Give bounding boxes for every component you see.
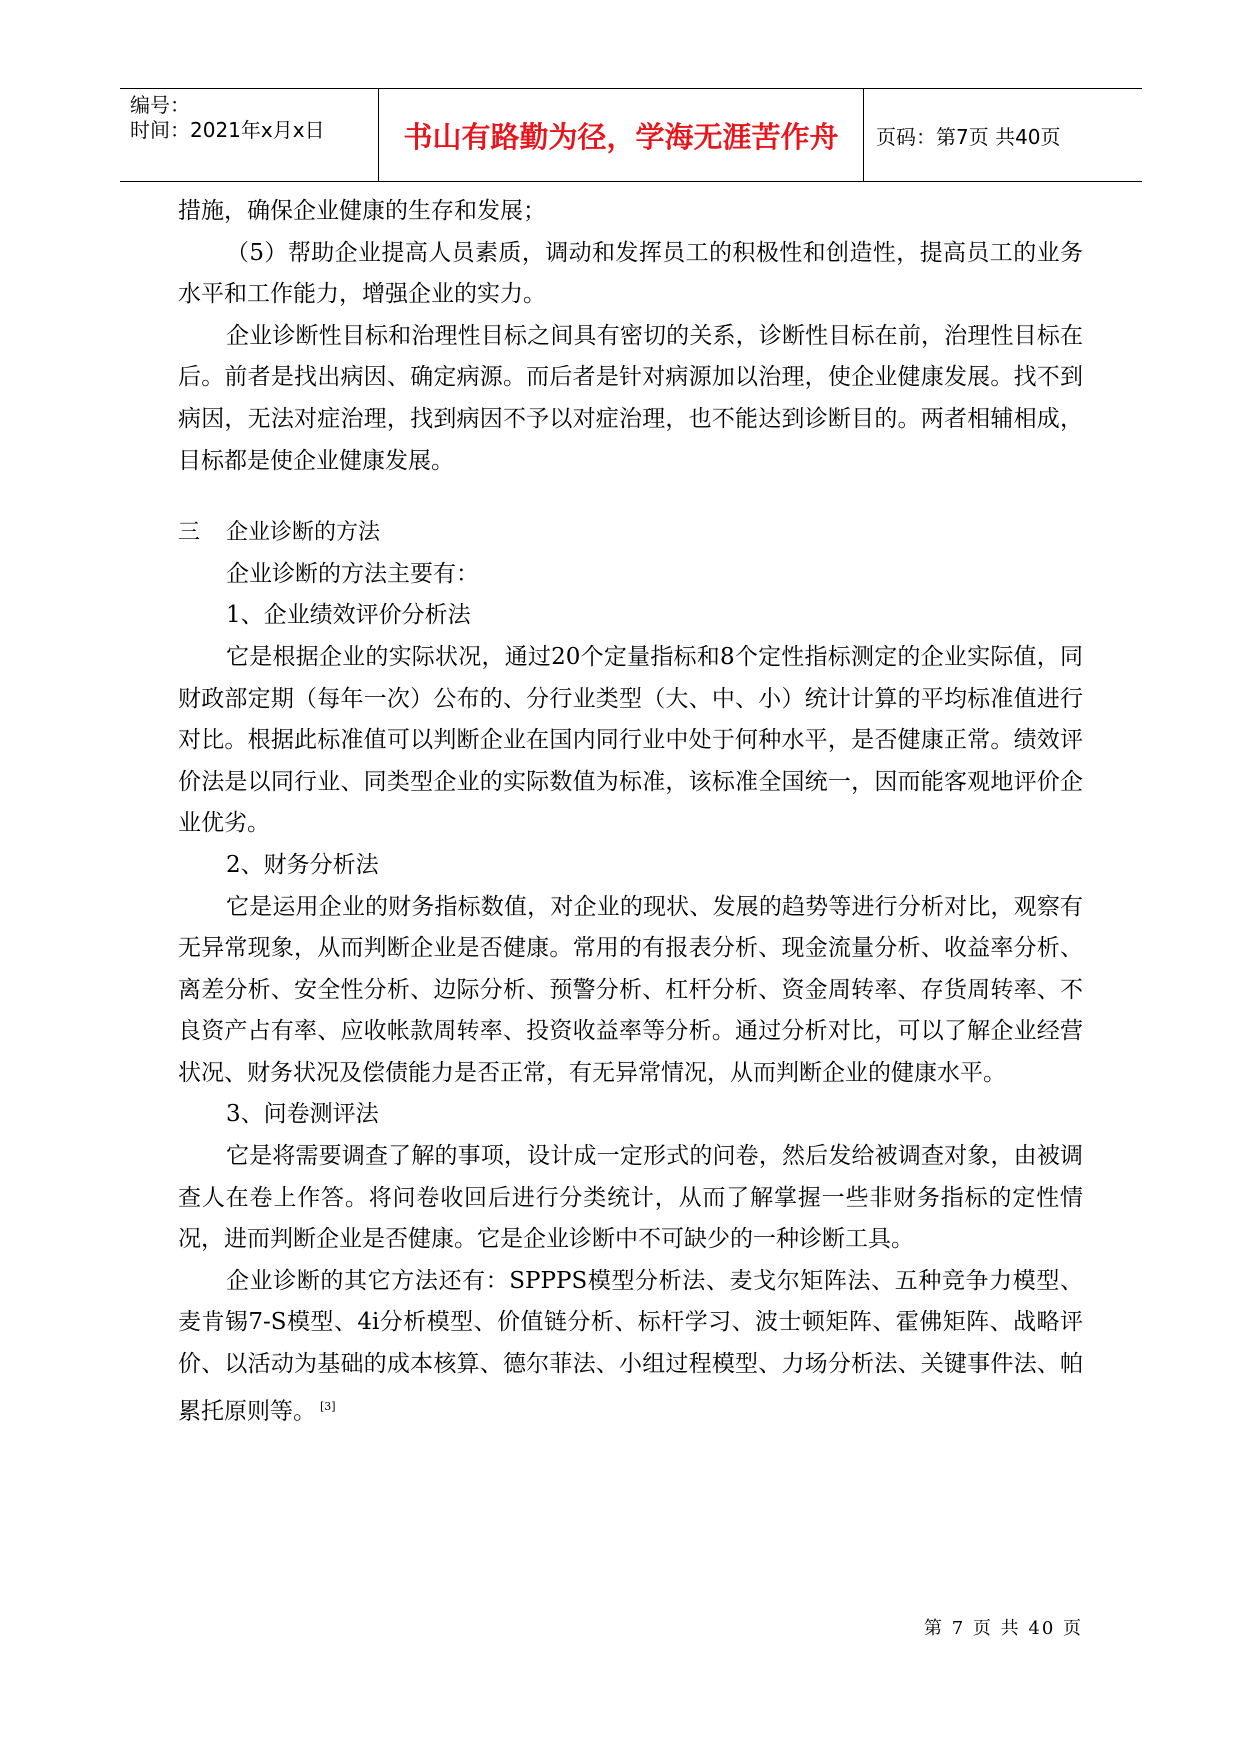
paragraph: 企业诊断的方法主要有： [226, 560, 479, 587]
paragraph: 它是根据企业的实际状况，通过20个定量指标和8个定性指标测定的企业实际值，同财政部定期（每年一次）公布的、分行业类型（大、中、小）统计计算的平均标准值进行对比。根据此标准值可以判断企业在国内同行业中处于何种水平，是否健康正常。绩效评价法是以同行业、同类型企业的实际数值为标准，该标准全国统一，因而能客观地评价企业优劣。 [178, 643, 1083, 837]
subheading: 2、财务分析法 [226, 851, 379, 878]
document-body [178, 191, 1083, 1433]
section-heading [178, 512, 1083, 554]
time-label: 时间：2021年x月x日 [130, 118, 325, 142]
reference-marker: [3] [320, 1399, 336, 1413]
header-motto: 书山有路勤为径，学海无涯苦作舟 [378, 89, 864, 181]
section-number: 三 [178, 520, 201, 546]
header-page-label: 页码：第7页 共40页 [876, 124, 1061, 149]
paragraph: 企业诊断性目标和治理性目标之间具有密切的关系，诊断性目标在前，治理性目标在后。前者是找出病因、确定病源。而后者是针对病源加以治理，使企业健康发展。找不到病因，无法对症治理，找到病因不予以对症治理，也不能达到诊断目的。两者相辅相成，目标都是使企业健康发展。 [178, 322, 1083, 474]
subheading: 1、企业绩效评价分析法 [226, 602, 471, 629]
page-footer: 第 7 页 共 40 页 [924, 1618, 1083, 1639]
paragraph [178, 1261, 1083, 1433]
paragraph-text: 企业诊断的其它方法还有：SPPPS模型分析法、麦戈尔矩阵法、五种竞争力模型、麦肯锡7-S模型、4i分析模型、价值链分析、标杆学习、波士顿矩阵、霍佛矩阵、战略评价、以活动为基础的成本核算、德尔菲法、小组过程模型、力场分析法、关键事件法、帕累托原则等。 [178, 1267, 1083, 1425]
paragraph: 措施，确保企业健康的生存和发展； [178, 198, 546, 224]
paragraph: 它是运用企业的财务指标数值，对企业的现状、发展的趋势等进行分析对比，观察有无异常现象，从而判断企业是否健康。常用的有报表分析、现金流量分析、收益率分析、离差分析、安全性分析、边际分析、预警分析、杠杆分析、资金周转率、存货周转率、不良资产占有率、应收帐款周转率、投资收益率等分析。通过分析对比，可以了解企业经营状况、财务状况及偿债能力是否正常，有无异常情况，从而判断企业的健康水平。 [178, 893, 1083, 1086]
header-meta [120, 89, 378, 181]
document-header [120, 88, 1142, 182]
subheading: 3、问卷测评法 [226, 1101, 379, 1128]
section-title: 企业诊断的方法 [226, 520, 381, 546]
number-label: 编号： [130, 93, 190, 117]
paragraph: （5）帮助企业提高人员素质，调动和发挥员工的积极性和创造性，提高员工的业务水平和工作能力，增强企业的实力。 [178, 239, 1083, 308]
spacer [178, 482, 1083, 512]
paragraph: 它是将需要调查了解的事项，设计成一定形式的问卷，然后发给被调查对象，由被调查人在卷上作答。将问卷收回后进行分类统计，从而了解掌握一些非财务指标的定性情况，进而判断企业是否健康。它是企业诊断中不可缺少的一种诊断工具。 [178, 1143, 1083, 1253]
